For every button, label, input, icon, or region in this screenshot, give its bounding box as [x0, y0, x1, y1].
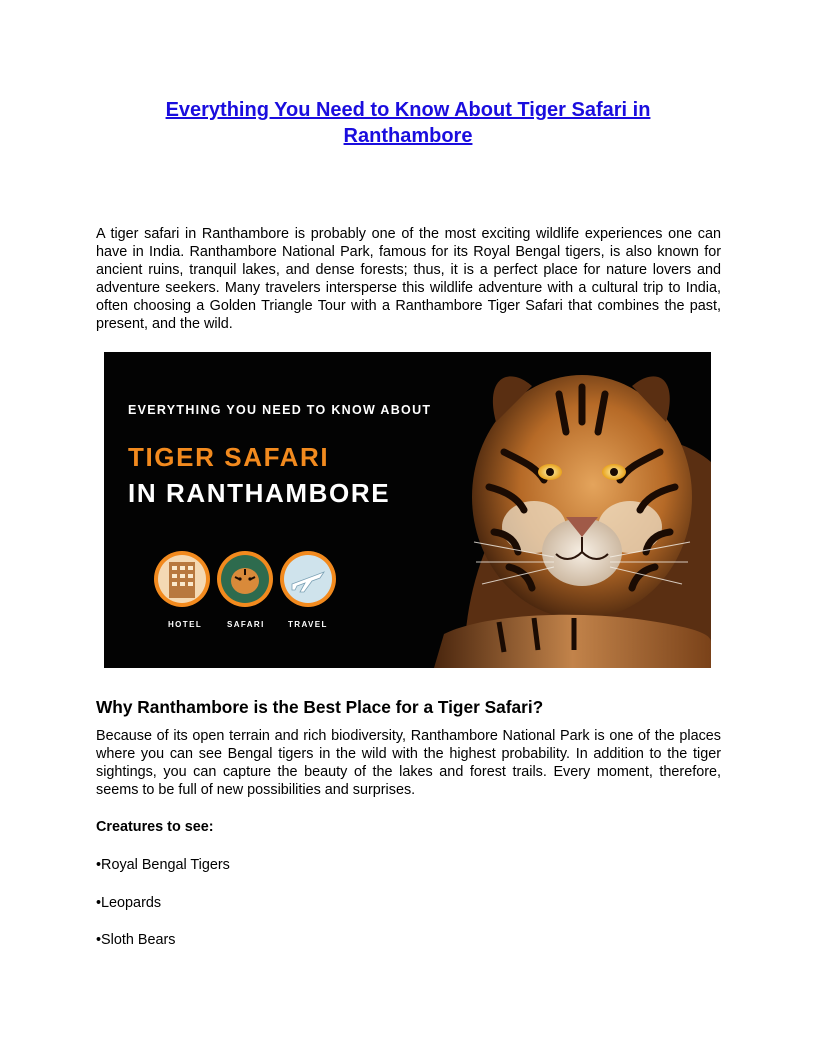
list-item — [96, 894, 161, 912]
page-title-line-2[interactable]: Ranthambore — [343, 125, 473, 147]
airplane-icon — [280, 551, 336, 607]
tiger-icon — [217, 551, 273, 607]
hero-banner — [104, 352, 711, 668]
badge-row — [152, 548, 352, 612]
badge-label-safari: SAFARI — [227, 620, 265, 629]
banner-kicker: EVERYTHING YOU NEED TO KNOW ABOUT — [128, 403, 432, 417]
banner-headline-line-1: TIGER SAFARI — [128, 442, 330, 472]
list-item-label: Leopards — [101, 895, 162, 911]
list-item — [96, 856, 230, 874]
creatures-heading: Creatures to see: — [96, 819, 214, 835]
bullet-icon: • — [96, 857, 102, 873]
bullet-icon: • — [96, 932, 102, 948]
page-title-line-1[interactable]: Everything You Need to Know About Tiger Safari in — [165, 99, 651, 121]
hotel-building-icon — [154, 551, 210, 607]
badge-label-hotel: HOTEL — [168, 620, 203, 629]
list-item — [96, 931, 175, 949]
intro-paragraph: A tiger safari in Ranthambore is probably one of the most exciting wildlife experiences one can have in India. Ranthambore National Park, famous for its Royal Bengal tigers, is also known for ancient ruins, tranquil lakes, and dense forests; thus, it is a perfect place for nature lovers and adventure seekers. Many travelers intersperse this wildlife adventure with a cultural trip to India, often choosing a Golden Triangle Tour with a Ranthambore Tiger Safari that combines the past, present, and the wild. — [96, 226, 721, 332]
banner-headline-line-2: IN RANTHAMBORE — [128, 478, 391, 508]
list-item-label: Royal Bengal Tigers — [101, 857, 230, 873]
section-body: Because of its open terrain and rich biodiversity, Ranthambore National Park is one of the places where you can see Bengal tigers in the wild with the highest probability. In addition to the tiger sightings, you can capture the beauty of the lakes and forest trails. Every moment, therefore, seems to be full of new possibilities and surprises. — [96, 728, 721, 798]
badge-label-travel: TRAVEL — [288, 620, 328, 629]
list-item-label: Sloth Bears — [101, 932, 176, 948]
page-title[interactable] — [96, 97, 720, 149]
section-heading: Why Ranthambore is the Best Place for a Tiger Safari? — [96, 697, 544, 717]
bullet-icon: • — [96, 895, 102, 911]
